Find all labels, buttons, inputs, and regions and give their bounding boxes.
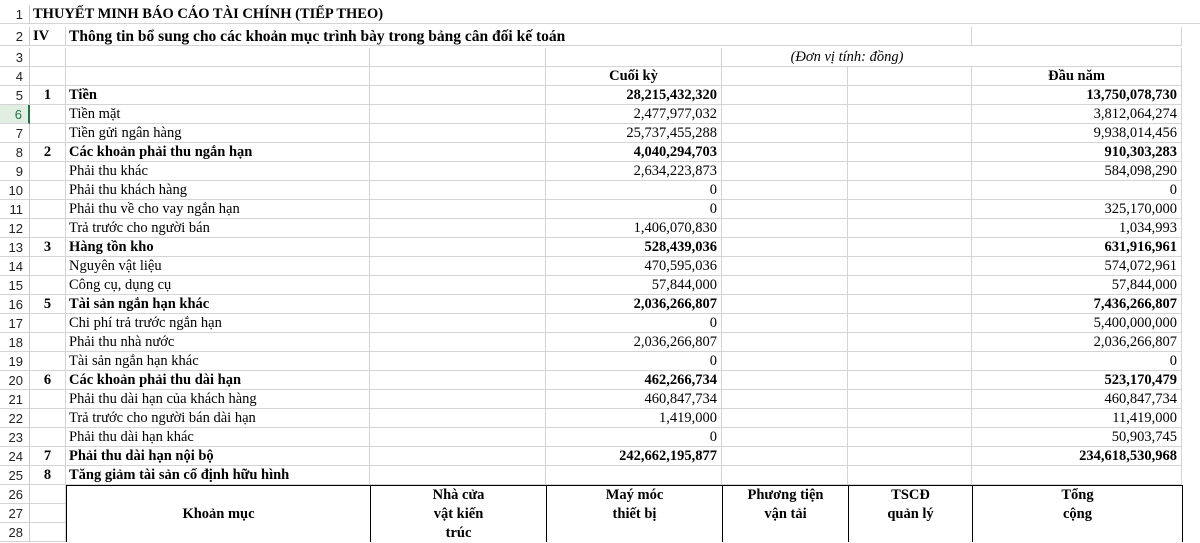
empty-cell[interactable] xyxy=(848,295,972,314)
empty-cell[interactable] xyxy=(848,409,972,428)
header-buildings-line2: vật kiến xyxy=(433,506,484,522)
row-header[interactable]: 13 xyxy=(0,238,30,257)
item-label-cell[interactable]: Các khoản phải thu dài hạn xyxy=(66,371,370,390)
end-of-period-value[interactable]: 0 xyxy=(546,314,722,333)
empty-cell[interactable] xyxy=(370,295,546,314)
item-label-cell[interactable]: Nguyên vật liệu xyxy=(66,257,370,276)
start-of-year-value[interactable]: 11,419,000 xyxy=(972,409,1182,428)
row-header[interactable]: 5 xyxy=(0,86,30,105)
header-item-label: Khoản mục xyxy=(182,506,255,522)
empty-cell[interactable] xyxy=(722,238,848,257)
item-number-cell[interactable] xyxy=(30,124,66,143)
table-row xyxy=(0,352,1200,371)
row-header[interactable]: 7 xyxy=(0,124,30,143)
header-buildings[interactable] xyxy=(371,486,547,542)
table-row xyxy=(0,276,1200,295)
end-of-period-value[interactable] xyxy=(546,466,722,485)
start-of-year-value[interactable]: 13,750,078,730 xyxy=(972,86,1182,105)
row-header[interactable]: 14 xyxy=(0,257,30,276)
empty-cell[interactable] xyxy=(722,86,848,105)
table-row xyxy=(0,162,1200,181)
header-mgmt-line1: TSCĐ xyxy=(891,487,930,503)
empty-cell[interactable] xyxy=(848,314,972,333)
cell-E4[interactable] xyxy=(722,67,848,86)
item-label-cell[interactable]: Phải thu khách hàng xyxy=(66,181,370,200)
cell-B3[interactable] xyxy=(66,48,370,67)
sheet-row-4 xyxy=(0,67,1200,86)
item-label-cell[interactable]: Chi phí trả trước ngắn hạn xyxy=(66,314,370,333)
cell-G2[interactable] xyxy=(972,27,1182,46)
table-row xyxy=(0,371,1200,390)
row-header-27[interactable]: 27 xyxy=(0,504,30,523)
table-row xyxy=(0,466,1200,485)
table-row xyxy=(0,124,1200,143)
sheet-row-2 xyxy=(0,27,1200,46)
unit-note[interactable]: (Đơn vị tính: đồng) xyxy=(722,48,972,67)
cell-C4[interactable] xyxy=(370,67,546,86)
empty-cell[interactable] xyxy=(722,124,848,143)
empty-cell[interactable] xyxy=(722,181,848,200)
table-row xyxy=(0,86,1200,105)
end-of-period-value[interactable]: 460,847,734 xyxy=(546,390,722,409)
header-vehicles-line1: Phương tiện xyxy=(747,487,824,503)
header-mgmt-line2: quản lý xyxy=(887,506,934,522)
start-of-year-value[interactable]: 5,400,000,000 xyxy=(972,314,1182,333)
end-of-period-value[interactable]: 0 xyxy=(546,428,722,447)
cell-A4[interactable] xyxy=(30,67,66,86)
empty-cell[interactable] xyxy=(370,238,546,257)
table-row xyxy=(0,181,1200,200)
empty-cell[interactable] xyxy=(722,409,848,428)
start-of-year-value[interactable]: 3,812,064,274 xyxy=(972,105,1182,124)
item-label-cell[interactable]: Tài sản ngắn hạn khác xyxy=(66,295,370,314)
start-of-year-value[interactable]: 50,903,745 xyxy=(972,428,1182,447)
cell-D3[interactable] xyxy=(546,48,722,67)
end-of-period-value[interactable]: 4,040,294,703 xyxy=(546,143,722,162)
item-label-cell[interactable]: Phải thu nhà nước xyxy=(66,333,370,352)
start-of-year-value[interactable]: 910,303,283 xyxy=(972,143,1182,162)
end-of-period-value[interactable]: 1,419,000 xyxy=(546,409,722,428)
row-header[interactable]: 19 xyxy=(0,352,30,371)
header-mgmt[interactable] xyxy=(849,486,973,542)
item-number-cell[interactable]: 8 xyxy=(30,466,66,485)
empty-cell[interactable] xyxy=(848,162,972,181)
empty-cell[interactable] xyxy=(370,390,546,409)
end-of-period-value[interactable]: 1,406,070,830 xyxy=(546,219,722,238)
start-of-year-value[interactable]: 631,916,961 xyxy=(972,238,1182,257)
empty-cell[interactable] xyxy=(370,352,546,371)
empty-cell[interactable] xyxy=(848,428,972,447)
item-number-cell[interactable] xyxy=(30,333,66,352)
end-of-period-value[interactable]: 28,215,432,320 xyxy=(546,86,722,105)
empty-cell[interactable] xyxy=(370,314,546,333)
cell-A3[interactable] xyxy=(30,48,66,67)
item-label-cell[interactable]: Tiền mặt xyxy=(66,105,370,124)
item-number-cell[interactable] xyxy=(30,428,66,447)
cell-A27[interactable] xyxy=(30,504,66,523)
table-row xyxy=(0,200,1200,219)
start-of-year-value[interactable]: 325,170,000 xyxy=(972,200,1182,219)
row-header-4[interactable]: 4 xyxy=(0,67,30,86)
item-number-cell[interactable]: 3 xyxy=(30,238,66,257)
row-header[interactable]: 11 xyxy=(0,200,30,219)
item-number-cell[interactable] xyxy=(30,276,66,295)
start-of-year-value[interactable]: 57,844,000 xyxy=(972,276,1182,295)
row-header[interactable]: 10 xyxy=(0,181,30,200)
item-number-cell[interactable] xyxy=(30,200,66,219)
start-of-year-value[interactable]: 234,618,530,968 xyxy=(972,447,1182,466)
start-of-year-value[interactable]: 2,036,266,807 xyxy=(972,333,1182,352)
end-of-period-value[interactable]: 528,439,036 xyxy=(546,238,722,257)
item-number-cell[interactable] xyxy=(30,162,66,181)
end-of-period-value[interactable]: 57,844,000 xyxy=(546,276,722,295)
empty-cell[interactable] xyxy=(722,390,848,409)
fixed-assets-table-header xyxy=(66,485,1183,542)
empty-cell[interactable] xyxy=(370,219,546,238)
start-of-year-value[interactable]: 584,098,290 xyxy=(972,162,1182,181)
empty-cell[interactable] xyxy=(848,352,972,371)
header-vehicles[interactable] xyxy=(723,486,849,542)
empty-cell[interactable] xyxy=(370,162,546,181)
empty-cell[interactable] xyxy=(848,219,972,238)
row-header[interactable]: 16 xyxy=(0,295,30,314)
table-row xyxy=(0,257,1200,276)
item-label-cell[interactable]: Phải thu dài hạn của khách hàng xyxy=(66,390,370,409)
end-of-period-value[interactable]: 462,266,734 xyxy=(546,371,722,390)
item-label-cell[interactable]: Hàng tồn kho xyxy=(66,238,370,257)
end-of-period-value[interactable]: 242,662,195,877 xyxy=(546,447,722,466)
item-number-cell[interactable] xyxy=(30,219,66,238)
empty-cell[interactable] xyxy=(722,162,848,181)
empty-cell[interactable] xyxy=(722,314,848,333)
empty-cell[interactable] xyxy=(848,466,972,485)
item-label-cell[interactable]: Phải thu dài hạn nội bộ xyxy=(66,447,370,466)
row-header[interactable]: 23 xyxy=(0,428,30,447)
table-row xyxy=(0,105,1200,124)
empty-cell[interactable] xyxy=(722,447,848,466)
empty-cell[interactable] xyxy=(370,371,546,390)
empty-cell[interactable] xyxy=(848,447,972,466)
item-label-cell[interactable]: Phải thu về cho vay ngắn hạn xyxy=(66,200,370,219)
empty-cell[interactable] xyxy=(722,352,848,371)
empty-cell[interactable] xyxy=(722,295,848,314)
header-machinery[interactable] xyxy=(547,486,723,542)
header-total[interactable] xyxy=(973,486,1183,542)
end-of-period-value[interactable]: 2,036,266,807 xyxy=(546,333,722,352)
row-header[interactable]: 20 xyxy=(0,371,30,390)
start-of-year-value[interactable]: 0 xyxy=(972,352,1182,371)
start-of-year-value[interactable]: 0 xyxy=(972,181,1182,200)
header-buildings-line3: trúc xyxy=(445,525,472,541)
row-header-26[interactable]: 26 xyxy=(0,485,30,504)
row-header[interactable]: 24 xyxy=(0,447,30,466)
cell-A28[interactable] xyxy=(30,523,66,542)
empty-cell[interactable] xyxy=(370,86,546,105)
item-label-cell[interactable]: Công cụ, dụng cụ xyxy=(66,276,370,295)
empty-cell[interactable] xyxy=(722,466,848,485)
empty-cell[interactable] xyxy=(370,105,546,124)
empty-cell[interactable] xyxy=(848,143,972,162)
header-total-line1: Tổng xyxy=(1061,487,1094,503)
end-of-period-value[interactable]: 470,595,036 xyxy=(546,257,722,276)
item-number-cell[interactable]: 2 xyxy=(30,143,66,162)
item-label-cell[interactable]: Phải thu khác xyxy=(66,162,370,181)
empty-cell[interactable] xyxy=(848,371,972,390)
end-of-period-value[interactable]: 2,477,977,032 xyxy=(546,105,722,124)
empty-cell[interactable] xyxy=(370,333,546,352)
header-machinery-line2: thiết bị xyxy=(612,506,657,522)
table-row xyxy=(0,143,1200,162)
header-vehicles-line2: vận tải xyxy=(764,506,807,522)
section-number[interactable]: IV xyxy=(30,27,66,46)
empty-cell[interactable] xyxy=(370,124,546,143)
end-of-period-value[interactable]: 0 xyxy=(546,181,722,200)
table-row xyxy=(0,409,1200,428)
end-of-period-value[interactable]: 0 xyxy=(546,200,722,219)
empty-cell[interactable] xyxy=(370,181,546,200)
item-number-cell[interactable] xyxy=(30,105,66,124)
column-heading-end[interactable]: Cuối kỳ xyxy=(546,67,722,86)
empty-cell[interactable] xyxy=(848,200,972,219)
item-number-cell[interactable] xyxy=(30,314,66,333)
empty-cell[interactable] xyxy=(848,124,972,143)
row-header-28[interactable]: 28 xyxy=(0,523,30,542)
header-total-line2: cộng xyxy=(1063,506,1092,522)
start-of-year-value[interactable]: 7,436,266,807 xyxy=(972,295,1182,314)
item-label-cell[interactable]: Tăng giảm tài sản cố định hữu hình xyxy=(66,466,370,485)
row-header[interactable]: 15 xyxy=(0,276,30,295)
table-row xyxy=(0,333,1200,352)
start-of-year-value[interactable]: 1,034,993 xyxy=(972,219,1182,238)
cell-G3[interactable] xyxy=(972,48,1182,67)
item-number-cell[interactable]: 7 xyxy=(30,447,66,466)
empty-cell[interactable] xyxy=(848,105,972,124)
item-label-cell[interactable]: Tiền gửi ngân hàng xyxy=(66,124,370,143)
row-header[interactable]: 25 xyxy=(0,466,30,485)
empty-cell[interactable] xyxy=(848,333,972,352)
start-of-year-value[interactable]: 574,072,961 xyxy=(972,257,1182,276)
table-row xyxy=(0,295,1200,314)
start-of-year-value[interactable]: 9,938,014,456 xyxy=(972,124,1182,143)
empty-cell[interactable] xyxy=(722,219,848,238)
table-row xyxy=(0,314,1200,333)
empty-cell[interactable] xyxy=(370,257,546,276)
item-label-cell[interactable]: Phải thu dài hạn khác xyxy=(66,428,370,447)
row-header[interactable]: 9 xyxy=(0,162,30,181)
empty-cell[interactable] xyxy=(722,257,848,276)
section-title[interactable]: Thông tin bổ sung cho các khoản mục trình bày trong bảng cân đối kế toán xyxy=(66,27,972,46)
cell-F4[interactable] xyxy=(848,67,972,86)
table-row xyxy=(0,447,1200,466)
empty-cell[interactable] xyxy=(722,143,848,162)
end-of-period-value[interactable]: 2,036,266,807 xyxy=(546,295,722,314)
report-title[interactable]: THUYẾT MINH BÁO CÁO TÀI CHÍNH (TIẾP THEO) xyxy=(30,5,1200,24)
table-row xyxy=(0,219,1200,238)
end-of-period-value[interactable]: 0 xyxy=(546,352,722,371)
item-label-cell[interactable]: Các khoản phải thu ngắn hạn xyxy=(66,143,370,162)
item-number-cell[interactable]: 5 xyxy=(30,295,66,314)
end-of-period-value[interactable]: 25,737,455,288 xyxy=(546,124,722,143)
empty-cell[interactable] xyxy=(722,333,848,352)
cell-B4[interactable] xyxy=(66,67,370,86)
cell-A26[interactable] xyxy=(30,485,66,504)
item-label-cell[interactable]: Tiền xyxy=(66,86,370,105)
table-row xyxy=(0,428,1200,447)
row-header[interactable]: 12 xyxy=(0,219,30,238)
row-header-3[interactable]: 3 xyxy=(0,48,30,67)
empty-cell[interactable] xyxy=(848,257,972,276)
item-number-cell[interactable] xyxy=(30,409,66,428)
empty-cell[interactable] xyxy=(370,428,546,447)
row-header[interactable]: 6 xyxy=(0,105,30,124)
empty-cell[interactable] xyxy=(370,143,546,162)
start-of-year-value[interactable]: 460,847,734 xyxy=(972,390,1182,409)
header-item[interactable] xyxy=(67,486,371,542)
row-header[interactable]: 18 xyxy=(0,333,30,352)
item-number-cell[interactable]: 6 xyxy=(30,371,66,390)
row-header[interactable]: 22 xyxy=(0,409,30,428)
item-label-cell[interactable]: Trả trước cho người bán dài hạn xyxy=(66,409,370,428)
item-number-cell[interactable] xyxy=(30,352,66,371)
sheet-row-3 xyxy=(0,48,1200,67)
start-of-year-value[interactable] xyxy=(972,466,1182,485)
empty-cell[interactable] xyxy=(370,466,546,485)
row-header[interactable]: 17 xyxy=(0,314,30,333)
item-number-cell[interactable] xyxy=(30,257,66,276)
empty-cell[interactable] xyxy=(848,238,972,257)
empty-cell[interactable] xyxy=(722,371,848,390)
empty-cell[interactable] xyxy=(848,276,972,295)
row-header[interactable]: 8 xyxy=(0,143,30,162)
column-heading-start[interactable]: Đầu năm xyxy=(972,67,1182,86)
empty-cell[interactable] xyxy=(722,200,848,219)
empty-cell[interactable] xyxy=(370,409,546,428)
cell-C3[interactable] xyxy=(370,48,546,67)
empty-cell[interactable] xyxy=(370,447,546,466)
start-of-year-value[interactable]: 523,170,479 xyxy=(972,371,1182,390)
header-machinery-line1: Maý móc xyxy=(605,487,664,503)
item-number-cell[interactable] xyxy=(30,181,66,200)
empty-cell[interactable] xyxy=(848,390,972,409)
item-number-cell[interactable] xyxy=(30,390,66,409)
row-header-1[interactable]: 1 xyxy=(0,5,30,24)
row-header-2[interactable]: 2 xyxy=(0,27,30,46)
empty-cell[interactable] xyxy=(848,181,972,200)
empty-cell[interactable] xyxy=(370,276,546,295)
empty-cell[interactable] xyxy=(722,276,848,295)
sheet-row-1 xyxy=(0,5,1200,24)
row-header[interactable]: 21 xyxy=(0,390,30,409)
empty-cell[interactable] xyxy=(370,200,546,219)
table-row xyxy=(0,390,1200,409)
header-buildings-line1: Nhà cửa xyxy=(432,487,485,503)
item-label-cell[interactable]: Trả trước cho người bán xyxy=(66,219,370,238)
empty-cell[interactable] xyxy=(722,105,848,124)
item-label-cell[interactable]: Tài sản ngắn hạn khác xyxy=(66,352,370,371)
empty-cell[interactable] xyxy=(848,86,972,105)
table-row xyxy=(0,238,1200,257)
end-of-period-value[interactable]: 2,634,223,873 xyxy=(546,162,722,181)
empty-cell[interactable] xyxy=(722,428,848,447)
item-number-cell[interactable]: 1 xyxy=(30,86,66,105)
